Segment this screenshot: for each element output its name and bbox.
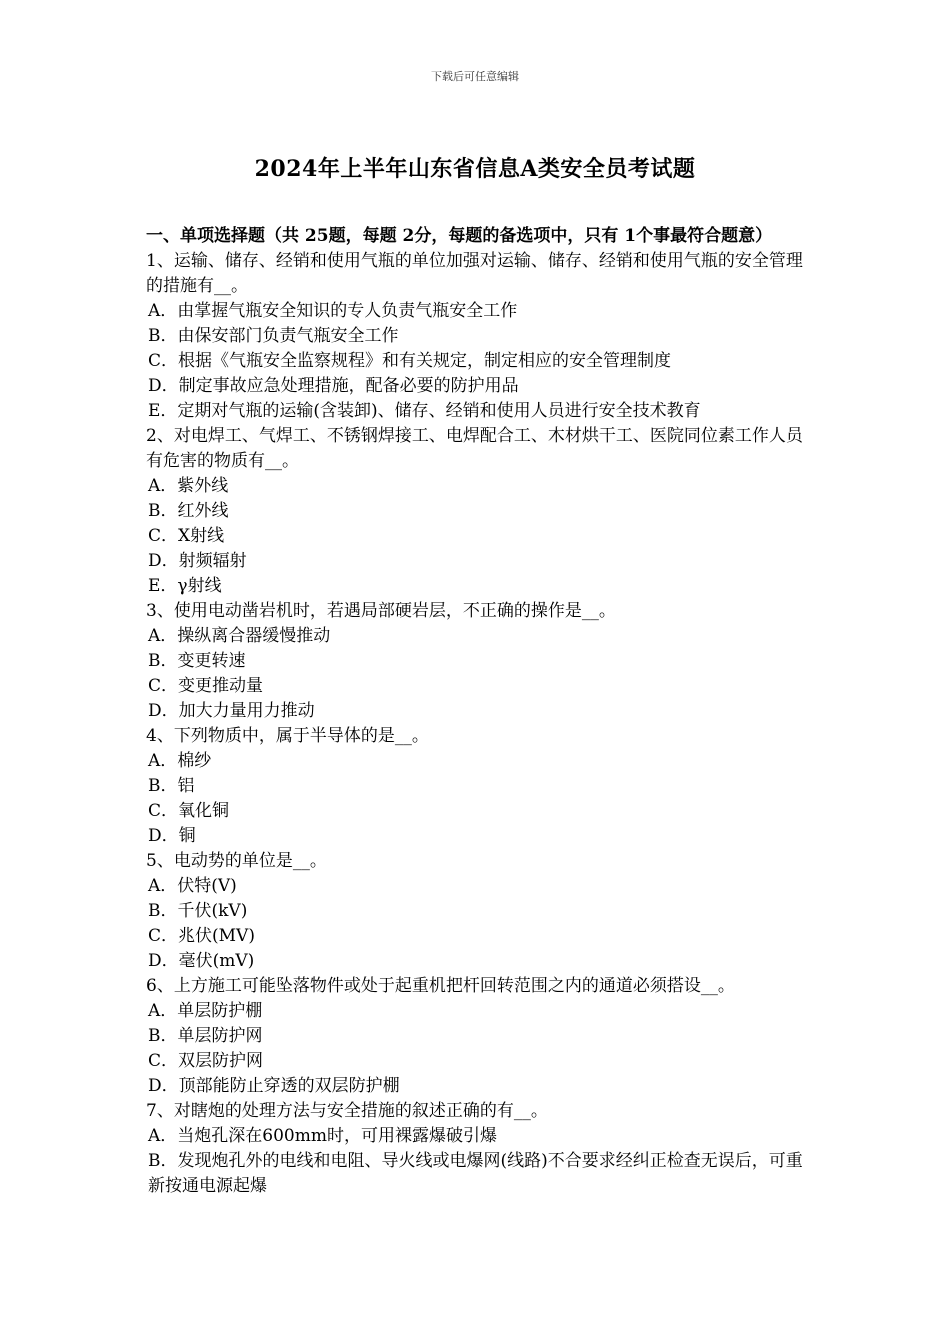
question-2: [146, 424, 810, 599]
option-c: C．变更推动量: [148, 676, 264, 696]
option-b: B．由保安部门负责气瓶安全工作: [148, 326, 399, 346]
question-7: [146, 1099, 810, 1199]
option-c: C．氧化铜: [148, 801, 230, 821]
option-b: B．铝: [148, 776, 195, 796]
option-a: A．当炮孔深在600mm时，可用裸露爆破引爆: [148, 1126, 497, 1146]
option-b: B．红外线: [148, 501, 229, 521]
option-b: B．发现炮孔外的电线和电阻、导火线或电爆网(线路)不合要求经纠正检查无误后，可重新按通电源起爆: [148, 1151, 803, 1196]
option-c: C．根据《气瓶安全监察规程》和有关规定，制定相应的安全管理制度: [148, 351, 672, 371]
question-3: [146, 599, 810, 724]
option-d: D．毫伏(mV): [148, 951, 255, 971]
option-b: B．千伏(kV): [148, 901, 248, 921]
question-6: [146, 974, 810, 1099]
document-title: 2024年上半年山东省信息A类安全员考试题: [254, 156, 696, 182]
option-c: C．兆伏(MV): [148, 926, 255, 946]
section-heading: 一、单项选择题（共 25题，每题 2分，每题的备选项中，只有 1个事最符合题意）: [146, 226, 773, 246]
question-stem: 6、上方施工可能坠落物件或处于起重机把杆回转范围之内的通道必须搭设__。: [146, 976, 735, 996]
document-body: [146, 224, 810, 1199]
question-stem: 1、运输、储存、经销和使用气瓶的单位加强对运输、储存、经销和使用气瓶的安全管理的措施有__。: [146, 251, 803, 296]
option-d: D．射频辐射: [148, 551, 247, 571]
option-a: A．单层防护棚: [148, 1001, 263, 1021]
option-b: B．变更转速: [148, 651, 246, 671]
option-d: D．制定事故应急处理措施，配备必要的防护用品: [148, 376, 519, 396]
option-e: E．γ射线: [148, 576, 222, 596]
question-stem: 5、电动势的单位是__。: [146, 851, 327, 871]
question-stem: 2、对电焊工、气焊工、不锈钢焊接工、电焊配合工、木材烘干工、医院同位素工作人员有危害的物质有__。: [146, 426, 803, 471]
question-1: [146, 249, 810, 424]
option-d: D．铜: [148, 826, 196, 846]
question-stem: 3、使用电动凿岩机时，若遇局部硬岩层，不正确的操作是__。: [146, 601, 616, 621]
header-note: 下载后可任意编辑: [431, 70, 519, 83]
option-a: A．棉纱: [148, 751, 212, 771]
option-d: D．加大力量用力推动: [148, 701, 315, 721]
question-4: [146, 724, 810, 849]
option-a: A．伏特(V): [148, 876, 237, 896]
option-a: A．紫外线: [148, 476, 229, 496]
option-b: B．单层防护网: [148, 1026, 263, 1046]
option-e: E．定期对气瓶的运输(含装卸)、储存、经销和使用人员进行安全技术教育: [148, 401, 701, 421]
option-a: A．由掌握气瓶安全知识的专人负责气瓶安全工作: [148, 301, 518, 321]
option-c: C．X射线: [148, 526, 225, 546]
option-d: D．顶部能防止穿透的双层防护棚: [148, 1076, 400, 1096]
option-c: C．双层防护网: [148, 1051, 264, 1071]
question-stem: 4、下列物质中，属于半导体的是__。: [146, 726, 429, 746]
option-a: A．操纵离合器缓慢推动: [148, 626, 331, 646]
question-stem: 7、对瞎炮的处理方法与安全措施的叙述正确的有__。: [146, 1101, 548, 1121]
question-5: [146, 849, 810, 974]
